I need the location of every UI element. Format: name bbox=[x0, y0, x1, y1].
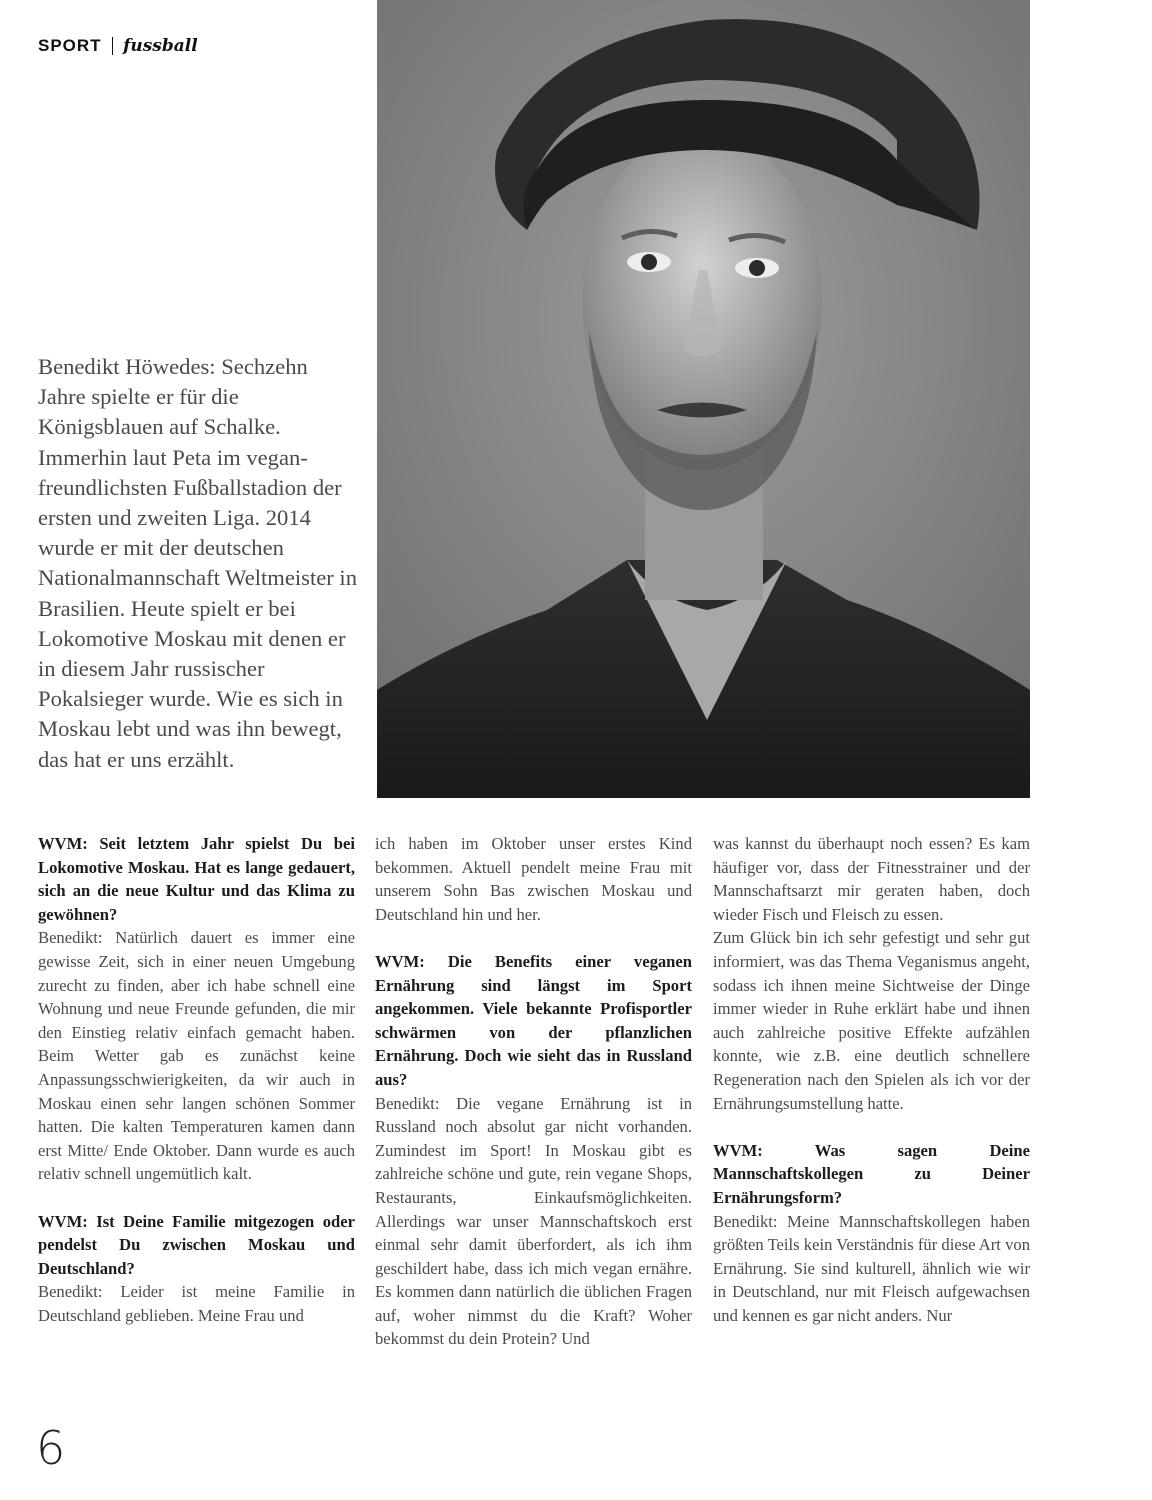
paragraph-gap bbox=[375, 926, 692, 950]
article-column-3 bbox=[713, 832, 1030, 1327]
interview-answer: was kannst du überhaupt noch essen? Es kam häufiger vor, dass der Fitnesstrainer und der Mannschaftsarzt mir geraten haben, doch wieder Fisch und Fleisch zu essen. bbox=[713, 834, 1030, 924]
interview-answer: Benedikt: Leider ist meine Familie in Deutschland geblieben. Meine Frau und bbox=[38, 1282, 355, 1325]
interview-question: WVM: Seit letztem Jahr spielst Du bei Lokomotive Moskau. Hat es lange gedauert, sich an die neue Kultur und das Klima zu gewöhnen? bbox=[38, 834, 355, 924]
article-column-1 bbox=[38, 832, 355, 1327]
section-header bbox=[38, 34, 198, 58]
interview-answer: Benedikt: Die vegane Ernährung ist in Russland noch absolut gar nicht vorhanden. Zumindest im Sport! In Moskau gibt es zahlreiche schöne und gute, rein vegane Shops, Restaurants, Einkaufsmöglichkeiten. Allerdings war unser Mannschaftskoch erst einmal sehr damit überfordert, als ich ihm geschildert habe, dass ich mich vegan ernähre. Es kommen dann natürlich die üblichen Fragen auf, woher nimmst du die Kraft? Woher bekommst du dein Protein? Und bbox=[375, 1093, 692, 1349]
article-column-2 bbox=[375, 832, 692, 1351]
header-divider bbox=[112, 37, 114, 55]
interview-answer: Benedikt: Natürlich dauert es immer eine gewisse Zeit, sich in einer neuen Umgebung zurecht zu finden, aber ich habe schnell eine Wohnung und neue Freunde gefunden, die mir den Einstieg relativ einfach gemacht haben. Beim Wetter gab es zunächst keine Anpassungsschwierigkeiten, da wir auch in Moskau einen sehr langen schönen Sommer hatten. Die kalten Temperaturen kamen dann erst Mitte/ Ende Oktober. Dann wurde es auch relativ schnell ungemütlich kalt. bbox=[38, 928, 355, 1184]
page-number: 6 bbox=[36, 1421, 66, 1475]
intro-text: Benedikt Höwedes: Sechzehn Jahre spielte er für die Königsblauen auf Schalke. Immerhin laut Peta im vegan-freundlichsten Fußballstadion der ersten und zweiten Liga. 2014 wurde er mit der deutschen Nationalmannschaft Weltmeister in Brasilien. Heute spielt er bei Lokomotive Moskau mit denen er in diesem Jahr russischer Pokalsieger wurde. Wie es sich in Moskau lebt und was ihn bewegt, das hat er uns erzählt. bbox=[38, 354, 358, 772]
interview-answer: Benedikt: Meine Mannschaftskollegen haben größten Teils kein Verständnis für diese Art von Ernährung. Sie sind kulturell, ähnlich wie wir in Deutschland, nur mit Fleisch aufgewachsen und kennen es gar nicht anders. Nur bbox=[713, 1211, 1030, 1325]
section-label: SPORT bbox=[38, 36, 102, 55]
interview-question: WVM: Ist Deine Familie mitgezogen oder pendelst Du zwischen Moskau und Deutschland? bbox=[38, 1211, 355, 1278]
paragraph-gap bbox=[713, 1115, 1030, 1139]
interview-answer: Zum Glück bin ich sehr gefestigt und sehr gut informiert, was das Thema Veganismus angeht, sodass ich ihnen meine Sichtweise der Dinge immer wieder in Ruhe erklärt habe und ihnen auch zahlreiche positive Effekte aufzählen konnte, wie z.B. eine deutlich schnellere Regeneration nach den Spielen als ich vor der Ernährungsumstellung hatte. bbox=[713, 928, 1030, 1113]
interview-question: WVM: Die Benefits einer veganen Ernährung sind längst im Sport angekommen. Viele bekannte Profisportler schwärmen von der pflanzlichen Ernährung. Doch wie sieht das in Russland aus? bbox=[375, 951, 692, 1089]
portrait-illustration bbox=[377, 0, 1030, 798]
interview-question: WVM: Was sagen Deine Mannschaftskollegen zu Deiner Ernährungsform? bbox=[713, 1140, 1030, 1207]
portrait-photo bbox=[377, 0, 1030, 798]
paragraph-gap bbox=[38, 1186, 355, 1210]
subsection-label: fussball bbox=[123, 36, 198, 56]
interview-answer: ich haben im Oktober unser erstes Kind bekommen. Aktuell pendelt meine Frau mit unserem Sohn Bas zwischen Moskau und Deutschland hin und her. bbox=[375, 834, 692, 924]
